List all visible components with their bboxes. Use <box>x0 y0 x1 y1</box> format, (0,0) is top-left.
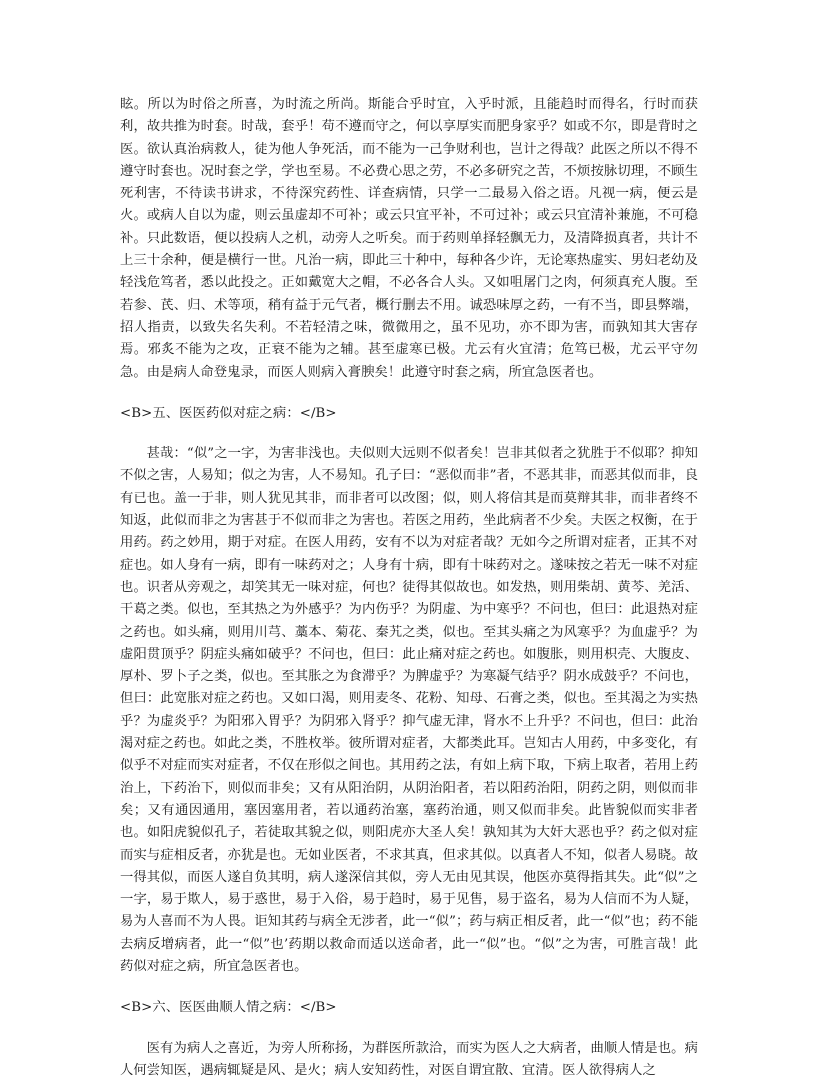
document-page <box>120 94 698 1082</box>
section-heading-5: <B>五、医医药似对症之病：</B> <box>120 405 337 421</box>
paragraph-continuation: 眩。所以为时俗之所喜，为时流之所尚。斯能合乎时宜，入乎时派，且能趋时而得名，行时而获利，故共推为时套。时哉，套乎！苟不遵而守之，何以享厚实而肥身家乎？如或不尔，即是背时之医。欲认真治病救人，徒为他人争死活，而不能为一己争财利也，岂计之得哉？此医之所以不得不遵守时套也。况时套之学，学也至易。不必费心思之劳，不必多研究之苦，不烦按脉切理，不顾生死利害，不待读书讲求，不待深究药性、详查病情，只学一二最易入俗之语。凡视一病，便云是火。或病人自以为虚，则云虽虚却不可补；或云只宜平补，不可过补；或云只宜清补兼施，不可稳补。只此数语，便以投病人之机，动旁人之听矣。而于药则单择轻飘无力，及清降损真者，共计不上三十余种，便是横行一世。凡治一病，即此三十种中，每种各少许，无论寒热虚实、男妇老幼及轻浅危笃者，悉以此投之。正如戴宽大之帽，不必各合人头。又如咀屠门之肉，何须真充人腹。至若参、芪、归、术等项，稍有益于元气者，概行删去不用。诚恐味厚之药，一有不当，即县弊端，招人指责，以致失名失利。不若轻清之味，微微用之，虽不见功，亦不即为害，而孰知其大害存焉。邪炙不能为之攻，正衰不能为之辅。甚至虚寒已极。尤云有火宜清；危笃已极，尤云平守勿急。由是病人命登鬼录，而医人则病入膏腴矣！此遵守时套之病，所宜急医者也。 <box>120 97 698 380</box>
section-heading-6: <B>六、医医曲顺人情之病：</B> <box>120 1000 337 1016</box>
paragraph-section-5: 甚哉：“似”之一字，为害非浅也。夫似则大远则不似者矣！岂非其似者之犹胜于不似耶？抑知不似之害，人易知；似之为害，人不易知。孔子曰：“恶似而非”者，不恶其非，而恶其似而非，良有已也。盖一于非，则人犹见其非，而非者可以改图；似，则人将信其是而莫辩其非，而非者终不知返，此似而非之为害甚于不似而非之为害也。若医之用药，坐此病者不少矣。夫医之权衡，在于用药。药之妙用，期于对症。在医人用药，安有不以为对症者哉？无如今之所谓对症者，正其不对症也。如人身有一病，即有一味药对之；人身有十病，即有十味药对之。遂味按之若无一味不对症也。识者从旁观之，却笑其无一味对症，何也？徒得其似故也。如发热，则用柴胡、黄芩、羌活、干葛之类。似也，至其热之为外感乎？为内伤乎？为阴虚、为中寒乎？不问也，但曰：此退热对症之药也。如头痛，则用川芎、藁本、菊花、秦艽之类，似也。至其头痛之为风寒乎？为血虚乎？为虚阳贯顶乎？阴症头痛如破乎？不问也，但曰：此止痛对症之药也。如腹胀，则用枳壳、大腹皮、厚朴、罗卜子之类，似也。至其胀之为食滞乎？为脾虚乎？为寒凝气结乎？阴水成鼓乎？不问也，但曰：此宽胀对症之药也。又如口渴，则用麦冬、花粉、知母、石膏之类，似也。至其渴之为实热乎？为虚炎乎？为阳邪入胃乎？为阴邪入肾乎？抑气虚无津，肾水不上升乎？不问也，但曰：此治渴对症之药也。如此之类，不胜枚举。彼所谓对症者，大都类此耳。岂知古人用药，中多变化，有似乎不对症而实对症者，不仅在形似之间也。其用药之法，有如上病下取，下病上取者，若用上药治上，下药治下，则似而非矣；又有从阳治阴，从阴治阳者，若以阳药治阳，阴药之阴，则似而非矣；又有通因通用，塞因塞用者，若以通药治塞，塞药治通，则又似而非矣。此皆貌似而实非者也。如阳虎貌似孔子，若徒取其貌之似，则阳虎亦大圣人矣！孰知其为大奸大恶也乎？药之似对症而实与症相反者，亦犹是也。无如业医者，不求其真，但求其似。以真者人不知，似者人易晓。故一得其似，而医人遂自负其明，病人遂深信其似，旁人无由见其误，他医亦莫得指其失。此“似”之一字，易于欺人，易于惑世，易于入俗，易于趋时，易于见售，易于盗名，易为人信而不为人疑，易为人喜而不为人畏。讵知其药与病全无涉者，此一“似”；药与病正相反者，此一“似”也；药不能去病反增病者，此一“似”也’药期以救命而适以送命者，此一“似”也。“似”之为害，可胜言哉！此药似对症之病，所宜急医者也。 <box>120 446 698 974</box>
paragraph-section-6: 医有为病人之喜近，为旁人所称扬，为群医所款洽，而实为医人之大病者，曲顺人情是也。病人何尝知医，遇病辄疑是风、是火；病人安知药性，对医自谓宜散、宜清。医人欲得病人之 <box>120 1040 698 1078</box>
